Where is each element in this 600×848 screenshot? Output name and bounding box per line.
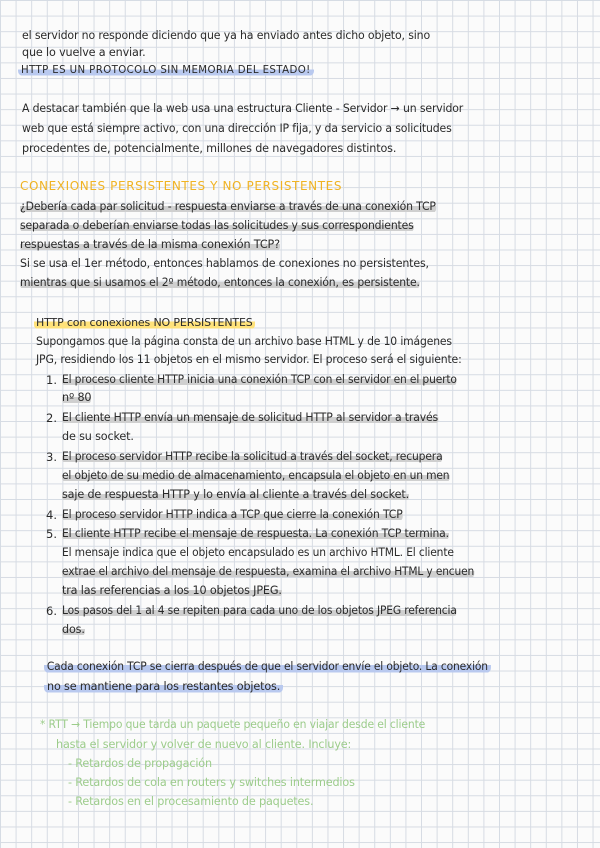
step-5-line-4: [62, 583, 282, 599]
section-title: CONEXIONES PERSISTENTES Y NO PERSISTENTES: [20, 179, 343, 193]
intro-line-2: que lo vuelve a enviar.: [22, 46, 146, 59]
subsection-title: [34, 315, 255, 331]
step-5-number: 5.: [46, 527, 57, 541]
step-5-line-3-text: extrae el archivo del mensaje de respuesta, examina el archivo HTML y encuen: [62, 565, 475, 578]
rtt-item-3: - Retardos en el procesamiento de paquetes.: [68, 795, 314, 808]
step-3-line-2: [62, 468, 449, 484]
step-1-number: 1.: [46, 373, 57, 387]
question-line-5: [20, 275, 420, 291]
step-2-line-2: de su socket.: [62, 430, 134, 443]
rtt-line-1: * RTT → Tiempo que tarda un paquete pequeño en viajar desde el cliente: [40, 718, 426, 731]
question-line-2-text: separada o deberían enviarse todas las solicitudes y sus correspondientes: [20, 219, 414, 232]
question-line-4: Si se usa el 1er método, entonces hablamos de conexiones no persistentes,: [20, 257, 429, 270]
closing-line-1: [44, 659, 491, 675]
step-3-line-3-text: saje de respuesta HTTP y lo envía al cliente a través del socket.: [62, 488, 409, 501]
step-5-line-1: [62, 526, 449, 542]
client-server-line-1: A destacar también que la web usa una estructura Cliente - Servidor → un servidor: [22, 102, 464, 115]
closing-line-1-text: Cada conexión TCP se cierra después de que el servidor envíe el objeto. La conexión: [44, 660, 491, 673]
client-server-line-2: web que está siempre activo, con una dirección IP fija, y da servicio a solicitudes: [22, 122, 452, 135]
step-4-line-1: [62, 507, 403, 523]
step-3-line-2-text: el objeto de su medio de almacenamiento, encapsula el objeto en un men: [62, 469, 450, 482]
step-6-line-1-text: Los pasos del 1 al 4 se repiten para cada uno de los objetos JPEG referencia: [62, 604, 457, 617]
step-2-line-1: [62, 410, 438, 426]
step-5-line-4-text: tra las referencias a los 10 objetos JPEG.: [62, 584, 282, 597]
step-3-line-3: [62, 487, 409, 503]
step-1-line-2: [62, 390, 91, 406]
step-6-number: 6.: [46, 604, 57, 618]
step-2-line-1-text: El cliente HTTP envía un mensaje de solicitud HTTP al servidor a través: [62, 411, 439, 424]
step-6-line-1: [62, 603, 457, 619]
step-1-line-2-text: nº 80: [62, 391, 92, 404]
closing-line-2-text: no se mantiene para los restantes objetos.: [44, 680, 283, 693]
question-line-1-text: ¿Debería cada par solicitud - respuesta enviarse a través de una conexión TCP: [20, 200, 436, 213]
step-4-number: 4.: [46, 508, 57, 522]
step-5-line-3: [62, 564, 474, 580]
step-1-line-1: [62, 372, 457, 388]
intro-line-1: el servidor no responde diciendo que ya ha enviado antes dicho objeto, sino: [22, 29, 431, 42]
example-line-1: Supongamos que la página consta de un archivo base HTML y de 10 imágenes: [36, 335, 452, 348]
question-line-1: [20, 199, 436, 215]
question-line-2: [20, 218, 414, 234]
example-line-2: JPG, residiendo los 11 objetos en el mismo servidor. El proceso será el siguiente:: [36, 353, 462, 366]
step-4-line-1-text: El proceso servidor HTTP indica a TCP que cierre la conexión TCP: [62, 508, 403, 521]
stateless-highlight: HTTP ES UN PROTOCOLO SIN MEMORIA DEL ESTADO!: [18, 65, 314, 76]
step-6-line-2: [62, 622, 85, 638]
stateless-note: [18, 63, 314, 79]
step-3-line-1-text: El proceso servidor HTTP recibe la solicitud a través del socket, recupera: [62, 450, 443, 463]
rtt-item-2: - Retardos de cola en routers y switches intermedios: [68, 776, 355, 789]
step-3-line-1: [62, 449, 443, 465]
closing-line-2: [44, 679, 283, 695]
step-5-line-1-text: El cliente HTTP recibe el mensaje de respuesta. La conexión TCP termina.: [62, 527, 449, 540]
rtt-item-1: - Retardos de propagación: [68, 757, 212, 770]
client-server-line-3: procedentes de, potencialmente, millones de navegadores distintos.: [22, 142, 397, 155]
question-line-5-text: mientras que si usamos el 2º método, entonces la conexión, es persistente.: [20, 276, 420, 289]
question-line-3: [20, 237, 280, 253]
question-line-3-text: respuestas a través de la misma conexión TCP?: [20, 238, 280, 251]
step-1-line-1-text: El proceso cliente HTTP inicia una conexión TCP con el servidor en el puerto: [62, 373, 457, 386]
step-6-line-2-text: dos.: [62, 623, 85, 636]
step-2-number: 2.: [46, 411, 57, 425]
rtt-line-2: hasta el servidor y volver de nuevo al cliente. Incluye:: [56, 738, 352, 751]
step-5-line-2: El mensaje indica que el objeto encapsulado es un archivo HTML. El cliente: [62, 546, 454, 559]
step-3-number: 3.: [46, 450, 57, 464]
subsection-title-text: HTTP con conexiones NO PERSISTENTES: [36, 316, 253, 329]
